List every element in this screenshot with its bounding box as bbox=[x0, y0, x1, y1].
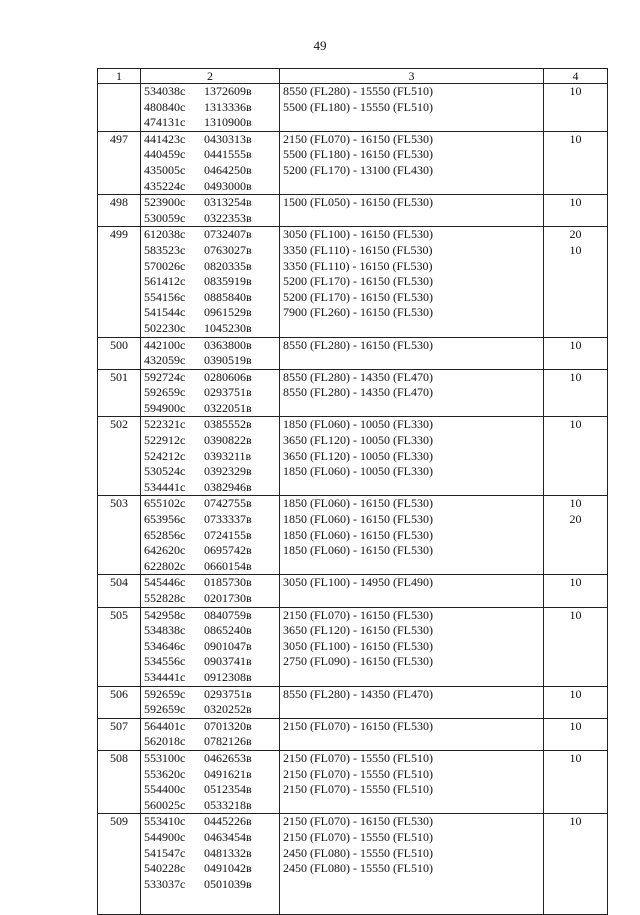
coordinate-pair bbox=[144, 147, 276, 163]
table-row bbox=[98, 496, 608, 575]
column-4-value: 10 bbox=[569, 750, 582, 765]
longitude-value: 0742755в bbox=[204, 496, 252, 511]
longitude-value: 0903741в bbox=[204, 654, 252, 669]
coordinate-pair bbox=[144, 480, 276, 496]
coordinate-pair bbox=[144, 719, 276, 735]
longitude-value: 0363800в bbox=[204, 337, 252, 352]
latitude-value: 592659с bbox=[144, 702, 186, 717]
table-row bbox=[98, 607, 608, 686]
longitude-value: 0385552в bbox=[204, 417, 252, 432]
longitude-value: 0732407в bbox=[204, 227, 252, 242]
flight-levels-cell bbox=[280, 227, 544, 337]
longitude-value: 0820335в bbox=[204, 258, 252, 273]
value-cell bbox=[544, 227, 608, 337]
coordinate-pair bbox=[144, 100, 276, 116]
latitude-value: 592724с bbox=[144, 369, 186, 384]
coordinates-cell bbox=[141, 227, 280, 337]
coordinate-pair bbox=[144, 846, 276, 862]
flight-level-range: 5200 (FL170) - 16150 (FL530) bbox=[283, 274, 433, 289]
longitude-value: 0464250в bbox=[204, 162, 252, 177]
route-number-cell: 507 bbox=[98, 718, 141, 750]
table-row bbox=[98, 84, 608, 132]
value-cell bbox=[544, 575, 608, 607]
coordinate-pair bbox=[144, 227, 276, 243]
column-header: 3 bbox=[280, 69, 544, 84]
longitude-value: 0393211в bbox=[204, 448, 252, 463]
coordinate-pair bbox=[144, 687, 276, 703]
latitude-value: 534441с bbox=[144, 669, 186, 684]
coordinate-pair bbox=[144, 338, 276, 354]
longitude-value: 1310900в bbox=[204, 115, 252, 130]
flight-levels-cell bbox=[280, 131, 544, 194]
flight-level-range: 2450 (FL080) - 15550 (FL510) bbox=[283, 861, 433, 876]
latitude-value: 534838с bbox=[144, 623, 186, 638]
value-cell bbox=[544, 195, 608, 227]
latitude-value: 592659с bbox=[144, 686, 186, 701]
flight-levels-cell bbox=[280, 575, 544, 607]
latitude-value: 542958с bbox=[144, 607, 186, 622]
value-cell bbox=[544, 686, 608, 718]
coordinates-cell bbox=[141, 718, 280, 750]
latitude-value: 583523с bbox=[144, 242, 186, 257]
coordinate-pair bbox=[144, 464, 276, 480]
table-row bbox=[98, 686, 608, 718]
latitude-value: 552828с bbox=[144, 591, 186, 605]
route-number-cell: 500 bbox=[98, 337, 141, 369]
value-cell bbox=[544, 84, 608, 132]
longitude-value: 0512354в bbox=[204, 782, 252, 797]
flight-level-range: 1850 (FL060) - 10050 (FL330) bbox=[283, 417, 433, 432]
latitude-value: 652856с bbox=[144, 527, 186, 542]
latitude-value: 441423с bbox=[144, 131, 186, 146]
flight-level-range: 7900 (FL260) - 16150 (FL530) bbox=[283, 305, 433, 320]
latitude-value: 523900с bbox=[144, 195, 186, 210]
column-4-value: 10 bbox=[569, 607, 582, 622]
longitude-value: 0392329в bbox=[204, 464, 252, 479]
longitude-value: 0782126в bbox=[204, 734, 252, 749]
latitude-value: 541547с bbox=[144, 845, 186, 860]
longitude-value: 0445226в bbox=[204, 814, 252, 829]
latitude-value: 560025с bbox=[144, 797, 186, 812]
flight-levels-cell bbox=[280, 337, 544, 369]
flight-level-range: 3050 (FL100) - 14950 (FL490) bbox=[283, 575, 433, 590]
value-cell bbox=[544, 337, 608, 369]
table-body bbox=[98, 84, 608, 915]
route-number-cell: 498 bbox=[98, 195, 141, 227]
coordinate-pair bbox=[144, 370, 276, 386]
coordinate-pair bbox=[144, 211, 276, 227]
latitude-value: 502230с bbox=[144, 320, 186, 335]
flight-level-range: 3650 (FL120) - 10050 (FL330) bbox=[283, 433, 433, 448]
coordinate-pair bbox=[144, 623, 276, 639]
column-4-value: 10 bbox=[569, 718, 582, 733]
longitude-value: 0390822в bbox=[204, 433, 252, 448]
flight-level-range: 2150 (FL070) - 16150 (FL530) bbox=[283, 718, 433, 733]
latitude-value: 653956с bbox=[144, 512, 186, 527]
table-row bbox=[98, 750, 608, 813]
longitude-value: 0660154в bbox=[204, 558, 252, 573]
coordinate-pair bbox=[144, 639, 276, 655]
flight-level-range: 2750 (FL090) - 16150 (FL530) bbox=[283, 654, 433, 669]
table-row bbox=[98, 131, 608, 194]
coordinate-pair bbox=[144, 608, 276, 624]
flight-level-range: 8550 (FL280) - 15550 (FL510) bbox=[283, 84, 433, 98]
coordinate-pair bbox=[144, 115, 276, 131]
column-4-value: 10 bbox=[569, 195, 582, 210]
coordinate-pair bbox=[144, 814, 276, 830]
flight-level-range: 2150 (FL070) - 15550 (FL510) bbox=[283, 750, 433, 765]
column-4-value: 10 bbox=[569, 686, 582, 701]
column-4-value: 10 bbox=[569, 369, 582, 384]
longitude-value: 0463454в bbox=[204, 829, 252, 844]
longitude-value: 0491621в bbox=[204, 766, 252, 781]
coordinate-pair bbox=[144, 861, 276, 877]
coordinate-pair bbox=[144, 305, 276, 321]
table-row bbox=[98, 369, 608, 417]
coordinate-pair bbox=[144, 877, 276, 893]
longitude-value: 0533218в bbox=[204, 797, 252, 812]
value-cell bbox=[544, 131, 608, 194]
coordinate-pair bbox=[144, 670, 276, 686]
empty-cell bbox=[544, 892, 608, 915]
longitude-value: 0430313в bbox=[204, 131, 252, 146]
latitude-value: 655102с bbox=[144, 496, 186, 511]
coordinate-pair bbox=[144, 830, 276, 846]
latitude-value: 440459с bbox=[144, 147, 186, 162]
route-number-cell: 499 bbox=[98, 227, 141, 337]
latitude-value: 553410с bbox=[144, 814, 186, 829]
route-number-cell: 508 bbox=[98, 750, 141, 813]
longitude-value: 0901047в bbox=[204, 638, 252, 653]
column-4-value: 10 bbox=[569, 496, 582, 511]
flight-levels-cell bbox=[280, 607, 544, 686]
flight-level-range: 8550 (FL280) - 14350 (FL470) bbox=[283, 385, 433, 400]
column-4-value: 10 bbox=[569, 242, 582, 257]
longitude-value: 1313336в bbox=[204, 99, 252, 114]
table-row bbox=[98, 195, 608, 227]
flight-level-range: 1500 (FL050) - 16150 (FL530) bbox=[283, 195, 433, 210]
flight-level-range: 8550 (FL280) - 14350 (FL470) bbox=[283, 369, 433, 384]
longitude-value: 0491042в bbox=[204, 861, 252, 876]
coordinate-pair bbox=[144, 702, 276, 718]
flight-level-range: 3650 (FL120) - 10050 (FL330) bbox=[283, 448, 433, 463]
flight-level-range: 3050 (FL100) - 16150 (FL530) bbox=[283, 638, 433, 653]
latitude-value: 534441с bbox=[144, 479, 186, 494]
latitude-value: 553100с bbox=[144, 750, 186, 765]
table-row bbox=[98, 718, 608, 750]
longitude-value: 0481332в bbox=[204, 845, 252, 860]
flight-level-range: 3650 (FL120) - 16150 (FL530) bbox=[283, 623, 433, 638]
longitude-value: 0293751в bbox=[204, 686, 252, 701]
coordinates-cell bbox=[141, 496, 280, 575]
latitude-value: 533037с bbox=[144, 876, 186, 891]
longitude-value: 0462653в bbox=[204, 750, 252, 765]
longitude-value: 0493000в bbox=[204, 178, 252, 193]
column-header: 1 bbox=[98, 69, 141, 84]
column-4-value: 20 bbox=[569, 512, 582, 527]
coordinate-pair bbox=[144, 259, 276, 275]
route-number-cell: 506 bbox=[98, 686, 141, 718]
longitude-value: 0912308в bbox=[204, 669, 252, 684]
flight-level-range: 1850 (FL060) - 10050 (FL330) bbox=[283, 464, 433, 479]
coordinate-pair bbox=[144, 734, 276, 750]
flight-level-range: 1850 (FL060) - 16150 (FL530) bbox=[283, 512, 433, 527]
empty-cell bbox=[141, 892, 280, 915]
flight-levels-cell bbox=[280, 369, 544, 417]
flight-level-range: 2150 (FL070) - 15550 (FL510) bbox=[283, 782, 433, 797]
latitude-value: 554400с bbox=[144, 782, 186, 797]
coordinate-pair bbox=[144, 163, 276, 179]
coordinate-pair bbox=[144, 132, 276, 148]
longitude-value: 0865240в bbox=[204, 623, 252, 638]
longitude-value: 0501039в bbox=[204, 876, 252, 891]
coordinate-pair bbox=[144, 321, 276, 337]
coordinate-pair bbox=[144, 591, 276, 607]
flight-level-range: 2150 (FL070) - 16150 (FL530) bbox=[283, 814, 433, 829]
value-cell bbox=[544, 417, 608, 496]
table-row bbox=[98, 417, 608, 496]
coordinates-cell bbox=[141, 575, 280, 607]
flight-levels-cell bbox=[280, 496, 544, 575]
value-cell bbox=[544, 607, 608, 686]
latitude-value: 534038с bbox=[144, 84, 186, 98]
coordinate-pair bbox=[144, 417, 276, 433]
flight-level-range: 2150 (FL070) - 16150 (FL530) bbox=[283, 131, 433, 146]
coordinates-cell bbox=[141, 195, 280, 227]
longitude-value: 0322353в bbox=[204, 210, 252, 225]
longitude-value: 0320252в bbox=[204, 702, 252, 717]
flight-level-range: 2150 (FL070) - 15550 (FL510) bbox=[283, 829, 433, 844]
coordinate-pair bbox=[144, 84, 276, 100]
longitude-value: 0724155в bbox=[204, 527, 252, 542]
latitude-value: 522912с bbox=[144, 433, 186, 448]
coordinates-cell bbox=[141, 131, 280, 194]
longitude-value: 0885840в bbox=[204, 289, 252, 304]
latitude-value: 432059с bbox=[144, 353, 186, 368]
value-cell bbox=[544, 496, 608, 575]
column-4-value: 10 bbox=[569, 131, 582, 146]
flight-levels-cell bbox=[280, 84, 544, 132]
coordinate-pair bbox=[144, 353, 276, 369]
coordinate-pair bbox=[144, 559, 276, 575]
longitude-value: 0201730в bbox=[204, 591, 252, 605]
coordinates-cell bbox=[141, 686, 280, 718]
coordinate-pair bbox=[144, 751, 276, 767]
route-table bbox=[97, 68, 608, 915]
flight-levels-cell bbox=[280, 417, 544, 496]
latitude-value: 544900с bbox=[144, 829, 186, 844]
latitude-value: 554156с bbox=[144, 289, 186, 304]
longitude-value: 0313254в bbox=[204, 195, 252, 210]
flight-level-range: 1850 (FL060) - 16150 (FL530) bbox=[283, 543, 433, 558]
coordinate-pair bbox=[144, 512, 276, 528]
flight-levels-cell bbox=[280, 814, 544, 892]
flight-level-range: 5500 (FL180) - 16150 (FL530) bbox=[283, 147, 433, 162]
latitude-value: 562018с bbox=[144, 734, 186, 749]
flight-level-range: 2150 (FL070) - 15550 (FL510) bbox=[283, 766, 433, 781]
longitude-value: 0733337в bbox=[204, 512, 252, 527]
longitude-value: 0763027в bbox=[204, 242, 252, 257]
coordinates-cell bbox=[141, 417, 280, 496]
coordinate-pair bbox=[144, 290, 276, 306]
flight-level-range: 8550 (FL280) - 16150 (FL530) bbox=[283, 337, 433, 352]
column-header: 4 bbox=[544, 69, 608, 84]
coordinate-pair bbox=[144, 496, 276, 512]
latitude-value: 570026с bbox=[144, 258, 186, 273]
flight-level-range: 8550 (FL280) - 14350 (FL470) bbox=[283, 686, 433, 701]
flight-level-range: 3350 (FL110) - 16150 (FL530) bbox=[283, 258, 433, 273]
value-cell bbox=[544, 718, 608, 750]
value-cell bbox=[544, 369, 608, 417]
latitude-value: 612038с bbox=[144, 227, 186, 242]
flight-levels-cell bbox=[280, 686, 544, 718]
column-4-value: 20 bbox=[569, 227, 582, 242]
latitude-value: 564401с bbox=[144, 718, 186, 733]
longitude-value: 1045230в bbox=[204, 320, 252, 335]
latitude-value: 442100с bbox=[144, 337, 186, 352]
flight-level-range: 3050 (FL100) - 16150 (FL530) bbox=[283, 227, 433, 242]
longitude-value: 1372609в bbox=[204, 84, 252, 98]
empty-cell bbox=[98, 892, 141, 915]
coordinate-pair bbox=[144, 798, 276, 814]
coordinate-pair bbox=[144, 449, 276, 465]
table-row bbox=[98, 227, 608, 337]
latitude-value: 435224с bbox=[144, 178, 186, 193]
route-number-cell: 501 bbox=[98, 369, 141, 417]
flight-level-range: 2150 (FL070) - 16150 (FL530) bbox=[283, 607, 433, 622]
flight-level-range: 3350 (FL110) - 16150 (FL530) bbox=[283, 242, 433, 257]
latitude-value: 592659с bbox=[144, 385, 186, 400]
latitude-value: 530524с bbox=[144, 464, 186, 479]
coordinate-pair bbox=[144, 543, 276, 559]
column-4-value: 10 bbox=[569, 84, 582, 98]
longitude-value: 0695742в bbox=[204, 543, 252, 558]
table-header-row bbox=[98, 69, 608, 84]
longitude-value: 0280606в bbox=[204, 369, 252, 384]
latitude-value: 524212с bbox=[144, 448, 186, 463]
longitude-value: 0701320в bbox=[204, 718, 252, 733]
coordinate-pair bbox=[144, 433, 276, 449]
longitude-value: 0382946в bbox=[204, 479, 252, 494]
coordinate-pair bbox=[144, 385, 276, 401]
longitude-value: 0293751в bbox=[204, 385, 252, 400]
longitude-value: 0961529в bbox=[204, 305, 252, 320]
coordinate-pair bbox=[144, 195, 276, 211]
latitude-value: 534556с bbox=[144, 654, 186, 669]
route-number-cell: 504 bbox=[98, 575, 141, 607]
column-4-value: 10 bbox=[569, 814, 582, 829]
latitude-value: 435005с bbox=[144, 162, 186, 177]
coordinate-pair bbox=[144, 782, 276, 798]
coordinate-pair bbox=[144, 179, 276, 195]
coordinate-pair bbox=[144, 401, 276, 417]
value-cell bbox=[544, 814, 608, 892]
route-number-cell bbox=[98, 84, 141, 132]
flight-level-range: 2450 (FL080) - 15550 (FL510) bbox=[283, 845, 433, 860]
route-number-cell: 502 bbox=[98, 417, 141, 496]
longitude-value: 0390519в bbox=[204, 353, 252, 368]
empty-cell bbox=[280, 892, 544, 915]
coordinate-pair bbox=[144, 528, 276, 544]
coordinate-pair bbox=[144, 654, 276, 670]
flight-levels-cell bbox=[280, 750, 544, 813]
column-header: 2 bbox=[141, 69, 280, 84]
latitude-value: 594900с bbox=[144, 400, 186, 415]
route-number-cell: 497 bbox=[98, 131, 141, 194]
route-number-cell: 505 bbox=[98, 607, 141, 686]
flight-level-range: 1850 (FL060) - 16150 (FL530) bbox=[283, 496, 433, 511]
column-4-value: 10 bbox=[569, 417, 582, 432]
longitude-value: 0322051в bbox=[204, 400, 252, 415]
latitude-value: 530059с bbox=[144, 210, 186, 225]
table-row bbox=[98, 575, 608, 607]
coordinates-cell bbox=[141, 750, 280, 813]
latitude-value: 540228с bbox=[144, 861, 186, 876]
coordinates-cell bbox=[141, 607, 280, 686]
longitude-value: 0835919в bbox=[204, 274, 252, 289]
longitude-value: 0441555в bbox=[204, 147, 252, 162]
route-number-cell: 503 bbox=[98, 496, 141, 575]
route-number-cell: 509 bbox=[98, 814, 141, 892]
table-row bbox=[98, 814, 608, 892]
coordinates-cell bbox=[141, 814, 280, 892]
latitude-value: 480840с bbox=[144, 99, 186, 114]
coordinate-pair bbox=[144, 243, 276, 259]
latitude-value: 622802с bbox=[144, 558, 186, 573]
latitude-value: 561412с bbox=[144, 274, 186, 289]
column-4-value: 10 bbox=[569, 575, 582, 590]
table-row bbox=[98, 337, 608, 369]
latitude-value: 553620с bbox=[144, 766, 186, 781]
column-4-value: 10 bbox=[569, 337, 582, 352]
latitude-value: 541544с bbox=[144, 305, 186, 320]
value-cell bbox=[544, 750, 608, 813]
flight-levels-cell bbox=[280, 718, 544, 750]
page-number: 49 bbox=[313, 38, 327, 53]
coordinates-cell bbox=[141, 337, 280, 369]
flight-level-range: 5200 (FL170) - 13100 (FL430) bbox=[283, 162, 433, 177]
flight-level-range: 5500 (FL180) - 15550 (FL510) bbox=[283, 99, 433, 114]
coordinate-pair bbox=[144, 767, 276, 783]
flight-level-range: 5200 (FL170) - 16150 (FL530) bbox=[283, 289, 433, 304]
flight-level-range: 1850 (FL060) - 16150 (FL530) bbox=[283, 527, 433, 542]
coordinates-cell bbox=[141, 369, 280, 417]
latitude-value: 642620с bbox=[144, 543, 186, 558]
longitude-value: 0185730в bbox=[204, 575, 252, 590]
flight-levels-cell bbox=[280, 195, 544, 227]
table-row-spacer bbox=[98, 892, 608, 915]
latitude-value: 474131с bbox=[144, 115, 186, 130]
longitude-value: 0840759в bbox=[204, 607, 252, 622]
coordinate-pair bbox=[144, 274, 276, 290]
latitude-value: 545446с bbox=[144, 575, 186, 590]
coordinates-cell bbox=[141, 84, 280, 132]
latitude-value: 522321с bbox=[144, 417, 186, 432]
latitude-value: 534646с bbox=[144, 638, 186, 653]
coordinate-pair bbox=[144, 575, 276, 591]
